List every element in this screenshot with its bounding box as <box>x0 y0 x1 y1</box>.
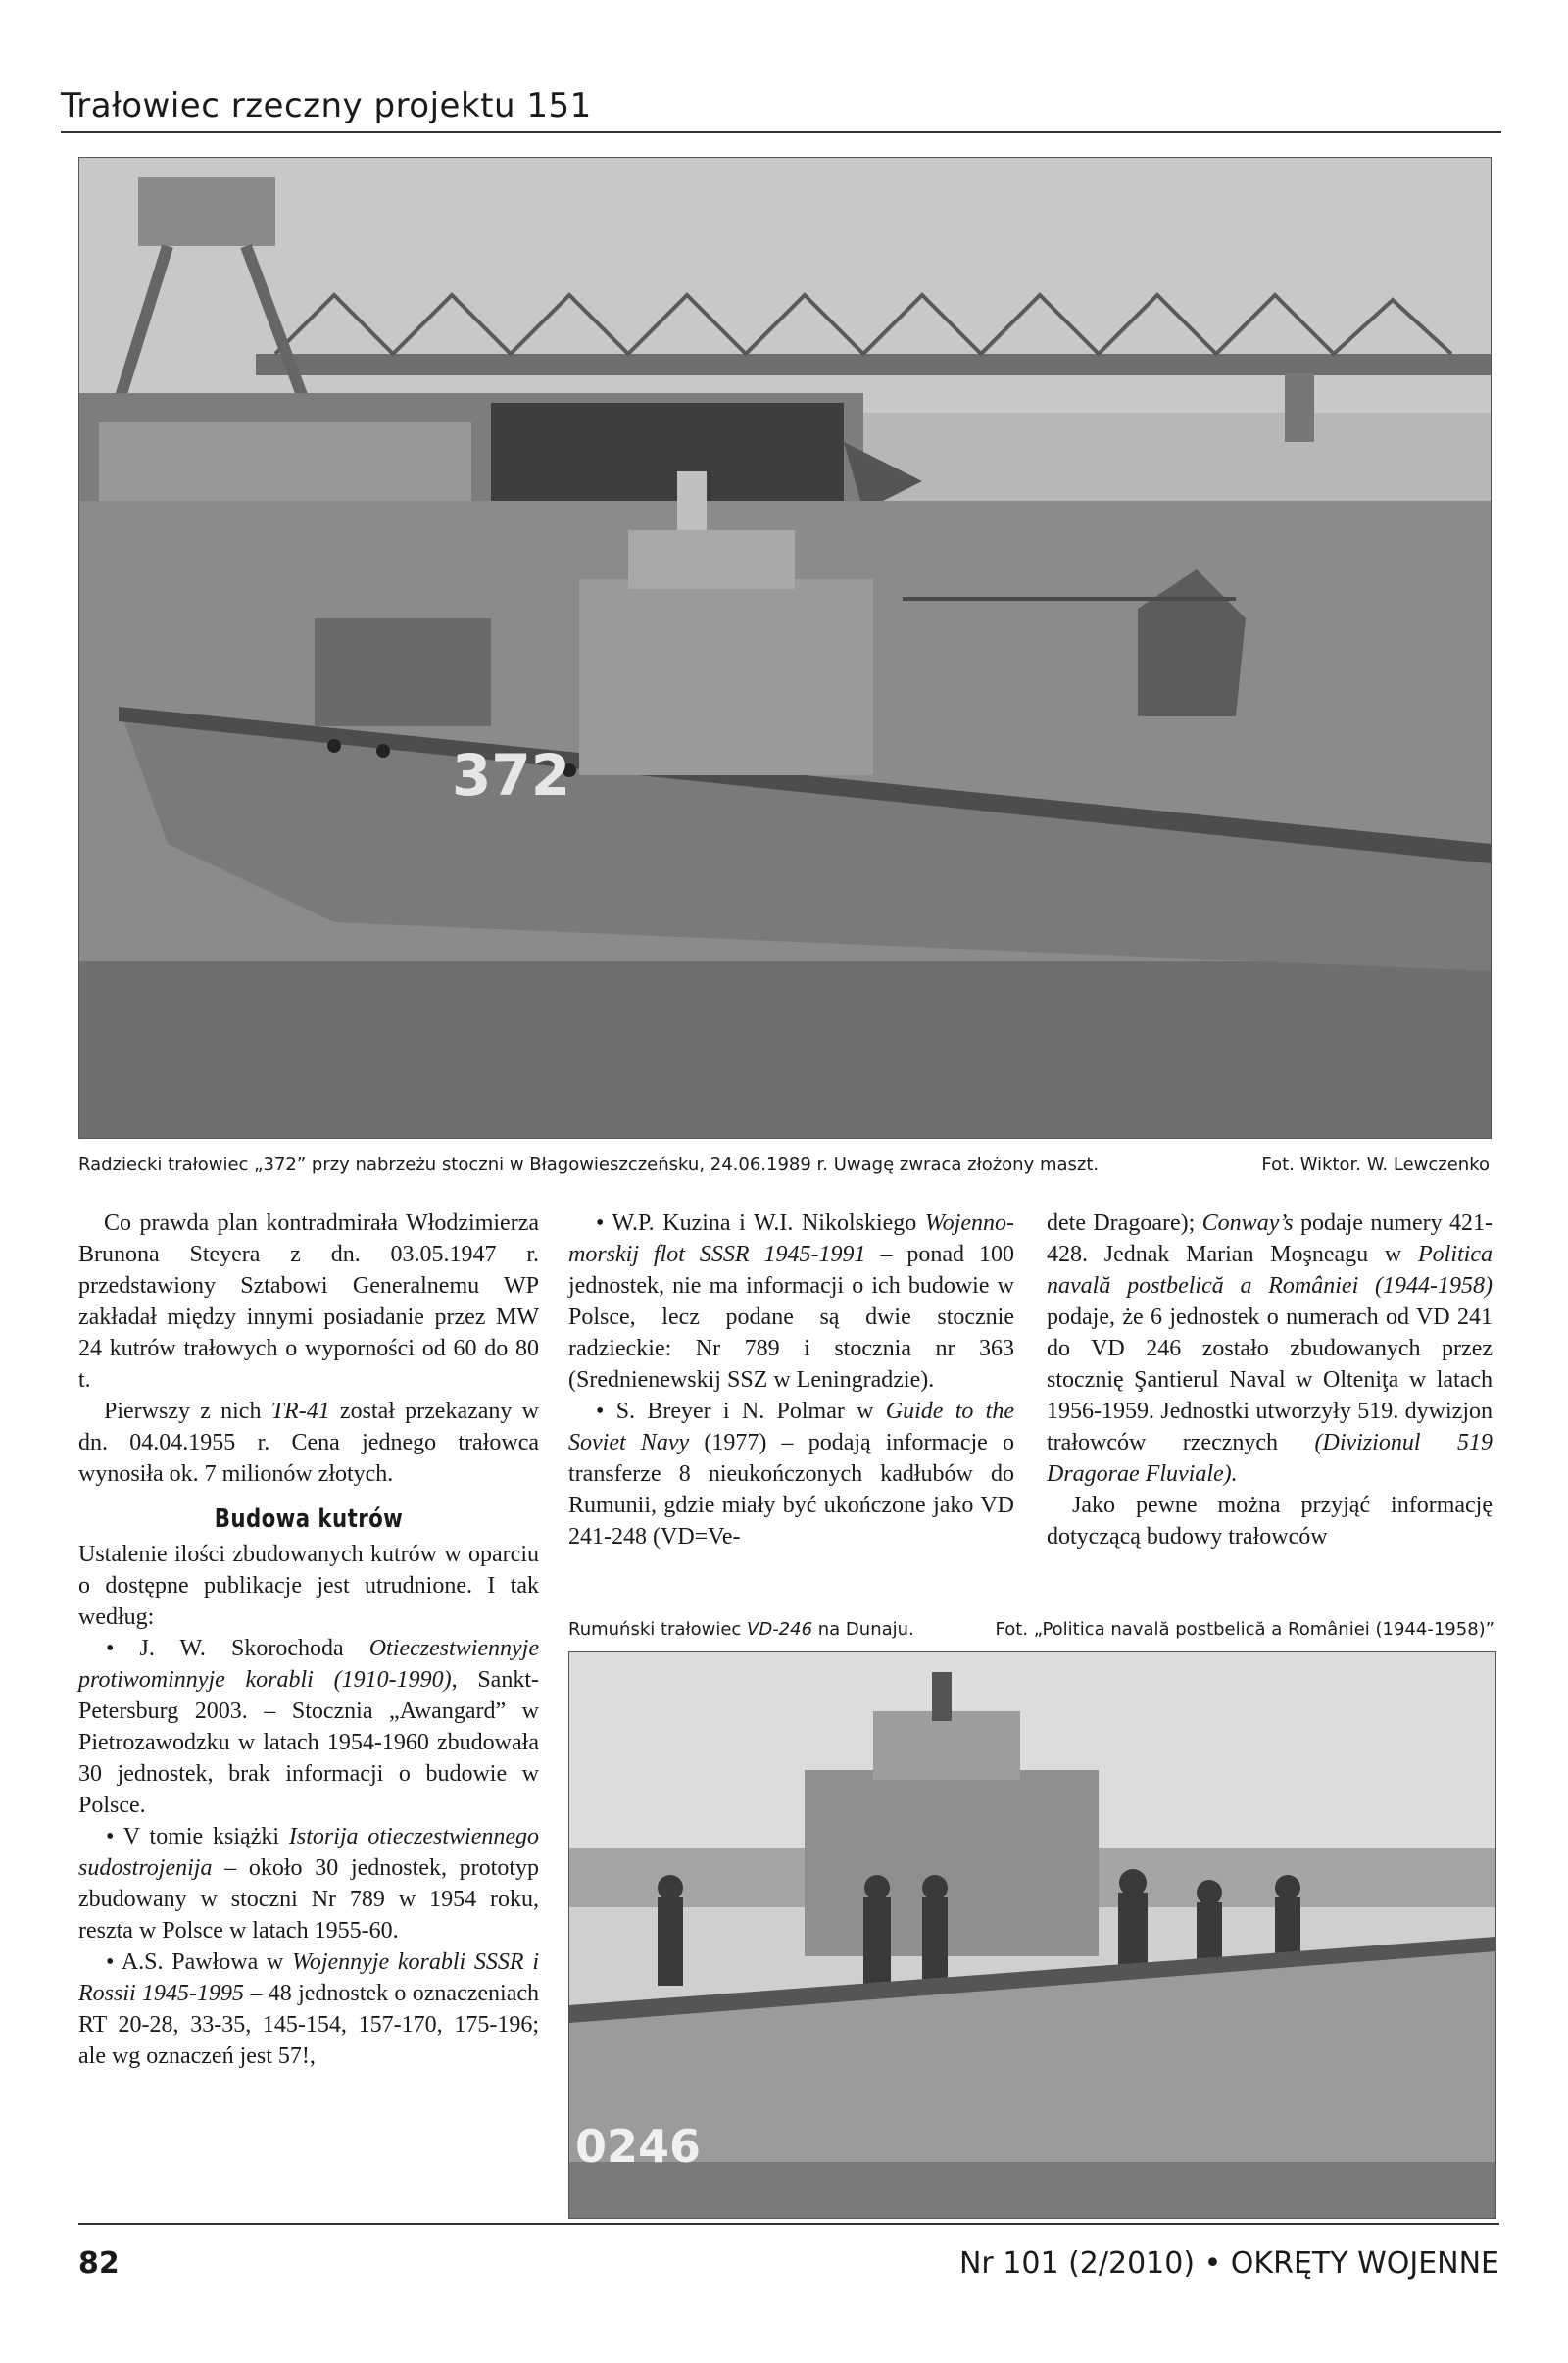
col3-p1-text-a: dete Dragoare); <box>1047 1210 1202 1236</box>
photo-vd246-illustration <box>569 1652 1495 2218</box>
col1-b1-text-a: • J. W. Skorochoda <box>106 1636 369 1661</box>
col2-b1-text-c: – ponad 100 jednostek, nie ma informacji o ich budowie w Polsce, lecz podane są dwie stocznie radzieckie: Nr 789 i stocznia nr 363 (Srednienewskij SSZ w Leningradzie). <box>568 1242 1014 1393</box>
page-number: 82 <box>78 2246 120 2281</box>
col1-b2-italic: Istorija otieczestwiennego sudostrojenija <box>78 1824 539 1881</box>
running-header <box>61 86 1501 133</box>
col1-paragraph-2 <box>78 1396 539 1490</box>
col3-p1-italic-f: (Divizionul 519 Dragorae Fluviale). <box>1047 1430 1493 1487</box>
col2-b2-italic: Guide to the Soviet Navy <box>568 1399 1014 1455</box>
col3-p1-text-e: podaje, że 6 jednostek o numerach od VD 241 do VD 246 zostało zbudowanych przez stocznię Şantierul Naval w Olteniţa w latach 1956-1959. Jednostki utworzyły 519. dywizjon trałowców rzecznych <box>1047 1305 1493 1455</box>
issue-label: Nr 101 (2/2010) • OKRĘTY WOJENNE <box>958 2246 1499 2281</box>
col1-b2-text-c: – około 30 jednostek, prototyp zbudowany w stoczni Nr 789 w 1954 roku, reszta w Polsce w latach 1955-60. <box>78 1855 539 1944</box>
col3-paragraph-1 <box>1047 1207 1493 1490</box>
page-footer <box>78 2223 1499 2293</box>
text-column-3 <box>1047 1207 1493 1552</box>
col1-bullet-2 <box>78 1821 539 1946</box>
photo2-caption-text <box>568 1619 914 1640</box>
col2-b2-text-a: • S. Breyer i N. Polmar w <box>596 1399 886 1424</box>
col1-b3-text-c: – 48 jednostek o oznaczeniach RT 20-28, 33-35, 145-154, 157-170, 175-196; ale wg oznaczeń jest 57!, <box>78 1981 540 2069</box>
col1-paragraph-3: Ustalenie ilości zbudowanych kutrów w oparciu o dostępne publikacje jest utrudnione. I tak według: <box>78 1542 539 1630</box>
col1-bullet-3 <box>78 1946 539 2072</box>
col2-b1-italic: Wojenno-morskij flot SSSR 1945-1991 <box>568 1210 1014 1267</box>
section-subheading: Budowa kutrów <box>214 1504 404 1534</box>
col3-p1-italic-d: Politica navală postbelică a României (1944-1958) <box>1047 1242 1493 1299</box>
col1-p2-text-a: Pierwszy z nich <box>104 1399 271 1424</box>
photo1-caption-text: Radziecki trałowiec „372” przy nabrzeżu stoczni w Błagowieszczeńsku, 24.06.1989 r. Uwagę zwraca złożony maszt. <box>78 1155 1100 1175</box>
col1-paragraph-1: Co prawda plan kontradmirała Włodzimierza Brunona Steyera z dn. 03.05.1947 r. przedstawiony Sztabowi Generalnemu WP zakładał między innymi posiadanie przez MW 24 kutrów trałowych o wyporności od 60 do 80 t. <box>78 1210 539 1393</box>
col1-b2-text-a: • V tomie książki <box>106 1824 289 1849</box>
photo2-caption-a: Rumuński trałowiec <box>568 1619 748 1640</box>
col2-b2-text-c: (1977) – podają informacje o transferze 8 nieukończonych kadłubów do Rumunii, gdzie miały być ukończone jako VD 241-248 (VD=Ve- <box>568 1430 1015 1550</box>
col1-p2-text-c: został przekazany w dn. 04.04.1955 r. Cena jednego trałowca wynosiła ok. 7 milionów złotych. <box>78 1399 539 1487</box>
col2-bullet-1 <box>568 1207 1014 1396</box>
photo2-caption-c: na Dunaju. <box>812 1619 914 1640</box>
col1-b1-text-c: Sankt-Petersburg 2003. – Stocznia „Awangard” w Pietrozawodzku w latach 1954-1960 zbudowała 30 jednostek, brak informacji o budowie w Polsce. <box>78 1667 539 1818</box>
col2-bullet-2 <box>568 1396 1014 1552</box>
header-title: Trałowiec rzeczny projektu 151 <box>61 86 592 125</box>
col3-paragraph-2: Jako pewne można przyjąć informację dotyczącą budowy trałowców <box>1047 1493 1493 1550</box>
photo-372-illustration <box>79 158 1491 1138</box>
col1-b3-text-a: • A.S. Pawłowa w <box>106 1949 293 1975</box>
hull-number-372: 372 <box>452 742 571 809</box>
col1-bullet-1 <box>78 1633 539 1821</box>
col1-b1-italic: Otieczestwiennyje protiwominnyje korabli (1910-1990), <box>78 1636 539 1693</box>
photo-minesweeper-vd246 <box>568 1651 1496 2219</box>
hull-number-0246: 0246 <box>575 2120 702 2173</box>
photo2-caption-italic: VD-246 <box>747 1619 813 1640</box>
photo1-credit: Fot. Wiktor. W. Lewczenko <box>1261 1155 1490 1175</box>
col2-b1-text-a: • W.P. Kuzina i W.I. Nikolskiego <box>596 1210 925 1236</box>
text-column-2 <box>568 1207 1014 1552</box>
text-column-1 <box>78 1207 539 2072</box>
col1-b3-italic: Wojennyje korabli SSSR i Rossii 1945-1995 <box>78 1949 539 2006</box>
col3-p1-text-c: podaje numery 421-428. Jednak Marian Moşneagu w <box>1047 1210 1493 1267</box>
col1-p2-italic: TR-41 <box>270 1399 330 1424</box>
col3-p1-italic-b: Conway’s <box>1201 1210 1294 1236</box>
photo2-credit: Fot. „Politica navală postbelică a României (1944-1958)” <box>995 1619 1494 1640</box>
photo1-caption <box>78 1149 1490 1188</box>
photo2-caption <box>568 1615 1494 1649</box>
photo-minesweeper-372 <box>78 157 1492 1139</box>
